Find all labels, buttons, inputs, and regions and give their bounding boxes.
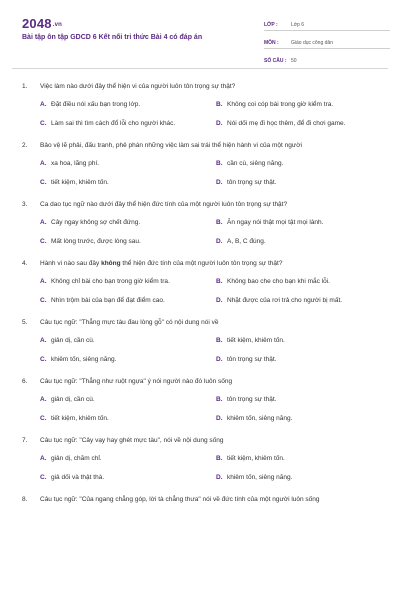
question-list	[22, 82, 382, 516]
question-number: 7.	[22, 437, 28, 444]
option-b[interactable]: B. Không bao che cho bạn khi mắc lỗi.	[216, 278, 330, 285]
question-text: Việc làm nào dưới đây thể hiện vi của người luôn tôn trọng sự thật?	[40, 83, 236, 90]
option-d[interactable]: D. tôn trọng sự thật.	[216, 356, 277, 363]
question-number: 1.	[22, 83, 28, 90]
option-b[interactable]: B. Ăn ngay nói thật mọi tật mọi lành.	[216, 219, 324, 226]
question-number: 5.	[22, 319, 28, 326]
option-a[interactable]: A. giản dị, chăm chỉ.	[40, 455, 102, 462]
option-d[interactable]: D. khiêm tốn, siêng năng.	[216, 474, 293, 481]
option-a[interactable]: A. Đặt điều nói xấu bạn trong lớp.	[40, 101, 141, 108]
header	[12, 12, 388, 62]
class-value: Lớp 6	[291, 22, 305, 28]
option-a[interactable]: A. Không chỉ bài cho bạn trong giờ kiểm tra.	[40, 278, 170, 285]
document-title: Bài tập ôn tập GDCD 6 Kết nối tri thức Bài 4 có đáp án	[22, 34, 203, 41]
question-text: Câu tục ngữ: "Thẳng mực tàu đau lòng gỗ" có nội dung nói về	[40, 319, 219, 326]
subject-label: MÔN :	[264, 40, 279, 46]
subject-value: Giáo dục công dân	[291, 40, 333, 46]
question-7	[22, 436, 382, 483]
option-c[interactable]: C. tiết kiệm, khiêm tốn.	[40, 179, 109, 186]
option-b[interactable]: B. cần cù, siêng năng.	[216, 160, 284, 167]
question-8	[22, 495, 382, 504]
option-d[interactable]: D. Nhặt được của rơi trả cho người bị mất.	[216, 297, 343, 304]
question-text: Câu tục ngữ: "Của ngang chẳng góp, lời tà chẳng thưa" nói về đức tính của một người luôn sống	[40, 496, 320, 503]
option-a[interactable]: A. xa hoa, lãng phí.	[40, 160, 100, 167]
info-row-subject	[264, 34, 390, 49]
question-text: Câu tục ngữ: "Thẳng như ruột ngựa" ý nói người nào đó luôn sống	[40, 378, 233, 385]
question-number: 4.	[22, 260, 28, 267]
question-5	[22, 318, 382, 365]
question-text: Ca dao tục ngữ nào dưới đây thể hiện đức tính của một người luôn tôn trọng sự thật?	[40, 201, 288, 208]
question-text: Câu tục ngữ: "Cây vạy hay ghét mực tàu", nói về nội dung sống	[40, 437, 224, 444]
option-a[interactable]: A. giản dị, cần cù.	[40, 337, 95, 344]
option-d[interactable]: D. A, B, C đúng.	[216, 238, 266, 245]
header-divider	[12, 68, 388, 69]
option-c[interactable]: C. khiêm tốn, siêng năng.	[40, 356, 117, 363]
emphasis-not: không	[101, 260, 121, 267]
info-row-class	[264, 16, 390, 31]
option-b[interactable]: B. Không coi cóp bài trong giờ kiểm tra.	[216, 101, 334, 108]
question-number: 2.	[22, 142, 28, 149]
option-b[interactable]: B. tiết kiệm, khiêm tốn.	[216, 337, 285, 344]
site-logo[interactable]: 2048.vn	[22, 16, 63, 31]
question-4	[22, 259, 382, 306]
question-6	[22, 377, 382, 424]
option-c[interactable]: C. Mất lòng trước, được lòng sau.	[40, 238, 141, 245]
option-c[interactable]: C. giả dối và thật thà.	[40, 474, 105, 481]
class-label: LỚP :	[264, 22, 278, 28]
question-1	[22, 82, 382, 129]
option-c[interactable]: C. Làm sai thì tìm cách đổ lỗi cho người khác.	[40, 120, 176, 128]
question-3	[22, 200, 382, 247]
option-b[interactable]: B. tiết kiệm, khiêm tốn.	[216, 455, 285, 462]
option-a[interactable]: A. giản dị, cần cù.	[40, 396, 95, 403]
question-text: Hành vi nào sau đây không thể hiện đức tính của một người luôn tôn trọng sự thật?	[40, 260, 283, 267]
option-c[interactable]: C. Nhìn trộm bài của bạn để đạt điểm cao.	[40, 297, 165, 304]
question-number: 8.	[22, 496, 28, 503]
option-d[interactable]: D. Nói dối mẹ đi học thêm, để đi chơi game.	[216, 120, 346, 128]
count-value: 50	[291, 58, 297, 64]
question-text: Bảo vệ lẽ phải, đấu tranh, phê phán những việc làm sai trái thể hiện hành vi của một người	[40, 142, 302, 149]
question-number: 3.	[22, 201, 28, 208]
option-a[interactable]: A. Cây ngay không sợ chết đứng.	[40, 219, 141, 226]
option-d[interactable]: D. tôn trọng sự thật.	[216, 179, 277, 186]
count-label: SỐ CÂU :	[264, 58, 287, 64]
option-d[interactable]: D. khiêm tốn, siêng năng.	[216, 415, 293, 422]
option-c[interactable]: C. tiết kiệm, khiêm tốn.	[40, 415, 109, 422]
info-box	[264, 16, 390, 69]
question-2	[22, 141, 382, 188]
info-row-count	[264, 52, 390, 66]
question-number: 6.	[22, 378, 28, 385]
option-b[interactable]: B. tôn trọng sự thật.	[216, 396, 277, 403]
